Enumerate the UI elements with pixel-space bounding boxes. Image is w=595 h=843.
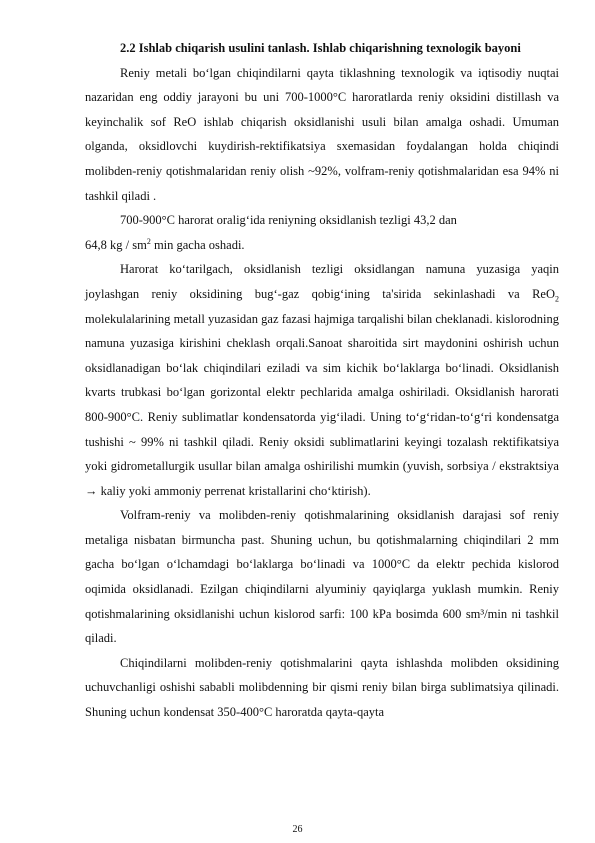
rate-value: 64,8 kg / sm: [85, 237, 147, 252]
paragraph-5: Chiqindilarni molibden-reniy qotishmalarini qayta ishlashda molibden oksidining uchuvchanligi oshishi sababli molibdenning bir qismi reniy bilan birga sublimatsiya qilinadi. Shuning uchun kondensat 350-400°C haroratda qayta-qayta: [85, 655, 559, 720]
page-number: 26: [292, 824, 303, 835]
rate-suffix: min gacha oshadi.: [150, 237, 245, 252]
formula-subscript: 2: [555, 294, 559, 304]
paragraph-3-start: Harorat ko‘tarilgach, oksidlanish tezligi oksidlangan namuna yuzasiga yaqin joylashgan reniy oksidining bug‘-gaz qobig‘ining ta'sirida sekinlashadi va ReO: [85, 262, 559, 301]
paragraph-1: Reniy metali bo‘lgan chiqindilarni qayta tiklashning texnologik va iqtisodiy nuqtai nazaridan eng oddiy jarayoni bu uni 700-1000°C haroratlarda reniy oksidini distillash va keyinchalik sof ReO ishlab chiqarish oksidlanishi usuli bilan amalga oshadi. Umuman olganda, oksidlovchi kuydirish-rektifikatsiya sxemasidan foydalangan holda chiqindi molibden-reniy qotishmalaridan reniy olish ~92%, volfram-reniy qotishmalaridan esa 94% ni tashkil qiladi .: [85, 65, 559, 203]
paragraph-2-line-2: [85, 233, 559, 258]
rate-superscript: 2: [146, 236, 151, 246]
paragraph-2-line-1: 700-900°C harorat oralig‘ida reniyning oksidlanish tezligi 43,2 dan: [120, 213, 457, 228]
text-column: [85, 36, 559, 725]
paragraph-3-rest: molekulalarining metall yuzasidan gaz fazasi hajmiga tarqalishi bilan cheklanadi. kislorodning namuna yuzasiga kirishini cheklash orqali.Sanoat sharoitida sirt maydonini oshirish uchun oksidlanadigan bo‘lak chiqindilari eziladi va sim kichik bo‘laklarga bo‘linadi. Oksidlanish kvarts trubkasi bo‘lgan gorizontal elektr pechlarida amalga oshiriladi. Oksidlanish harorati 800-900°C. Reniy sublimatlar kondensatorda yig‘iladi. Uning to‘g‘ridan-to‘g‘ri kondensatga tushishi ~ 99% ni tashkil qiladi. Reniy oksidi sublimatlarini keyingi tozalash rektifikatsiya yoki gidrometallurgik usullar bilan amalga oshirilishi mumkin (yuvish, sorbsiya / ekstraktsiya → kaliy yoki ammoniy perrenat kristallarini cho‘ktirish).: [85, 311, 559, 498]
paragraph-4: Volfram-reniy va molibden-reniy qotishmalarining oksidlanish darajasi sof reniy metaliga nisbatan birmuncha past. Shuning uchun, bu qotishmalarning chiqindilari 2 mm gacha bo‘lgan o‘lchamdagi bo‘laklarga bo‘linadi va 1000°C da elektr pechida kislorod oqimida oksidlanadi. Ezilgan chiqindilarni alyuminiy qayiqlarga yuklash mumkin. Reniy qotishmalarining oksidlanishi uchun kislorod sarfi: 100 kPa bosimda 600 sm³/min ni tashkil qiladi.: [85, 508, 559, 646]
section-heading: [85, 36, 559, 61]
section-number: 2.2: [120, 41, 136, 55]
section-title: Ishlab chiqarish usulini tanlash. Ishlab chiqarishning texnologik bayoni: [138, 41, 521, 55]
paragraph-3: [85, 257, 559, 503]
